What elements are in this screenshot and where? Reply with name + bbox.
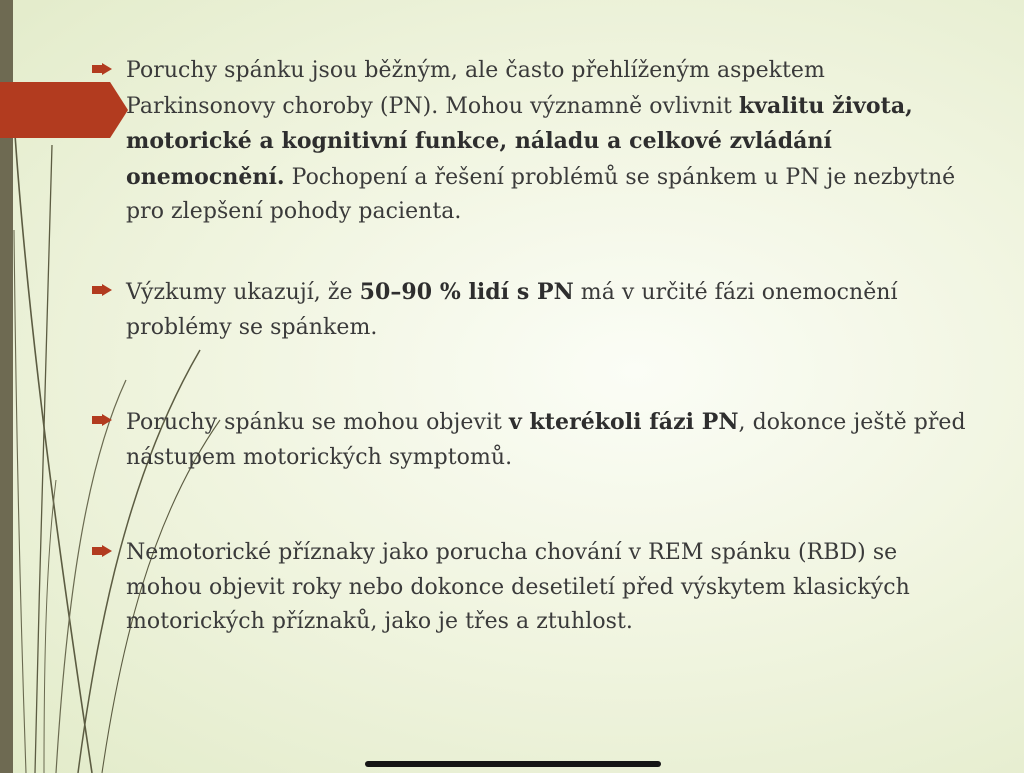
bullet-text bbox=[126, 536, 972, 640]
bullet-text-segment: má v určité fázi onemocnění problémy se spánkem. bbox=[126, 280, 898, 340]
home-indicator-bar[interactable] bbox=[365, 761, 661, 767]
bullet-text-segment: Nemotorické příznaky jako porucha chování v REM spánku (RBD) se mohou objevit roky nebo dokonce desetiletí před výskytem klasických motorických příznaků, jako je třes a ztuhlost. bbox=[126, 540, 910, 634]
bullet-text bbox=[126, 405, 972, 475]
bullet-item bbox=[92, 275, 972, 345]
bullet-text-emphasis: kvalitu života, motorické a kognitivní funkce, náladu a celkové zvládání onemocnění. bbox=[126, 92, 913, 190]
bullet-text-segment: Poruchy spánku se mohou objevit bbox=[126, 410, 509, 435]
bullet-text-segment: Pochopení a řešení problémů se spánkem u PN je nezbytné pro zlepšení pohody pacienta. bbox=[126, 164, 956, 224]
bullet-item bbox=[92, 536, 972, 640]
arrow-right-icon bbox=[92, 414, 112, 426]
bullet-text-segment: Poruchy spánku jsou běžným, ale často přehlíženým aspektem Parkinsonovy choroby (PN). Mohou významně ovlivnit bbox=[126, 58, 825, 119]
arrow-right-icon bbox=[92, 63, 112, 75]
bullet-text-emphasis: 50–90 % lidí s PN bbox=[359, 279, 574, 305]
bullet-text-segment: Výzkumy ukazují, že bbox=[126, 280, 360, 305]
bullet-text bbox=[126, 275, 972, 345]
arrow-right-icon bbox=[92, 545, 112, 557]
bullet-text bbox=[126, 54, 972, 230]
bullet-text-emphasis: v kterékoli fázi PN bbox=[508, 409, 739, 435]
bullet-item bbox=[92, 54, 972, 230]
bullet-item bbox=[92, 405, 972, 475]
arrow-right-icon bbox=[92, 284, 112, 296]
bullet-text-segment: , dokonce ještě před nástupem motorických symptomů. bbox=[126, 410, 966, 470]
